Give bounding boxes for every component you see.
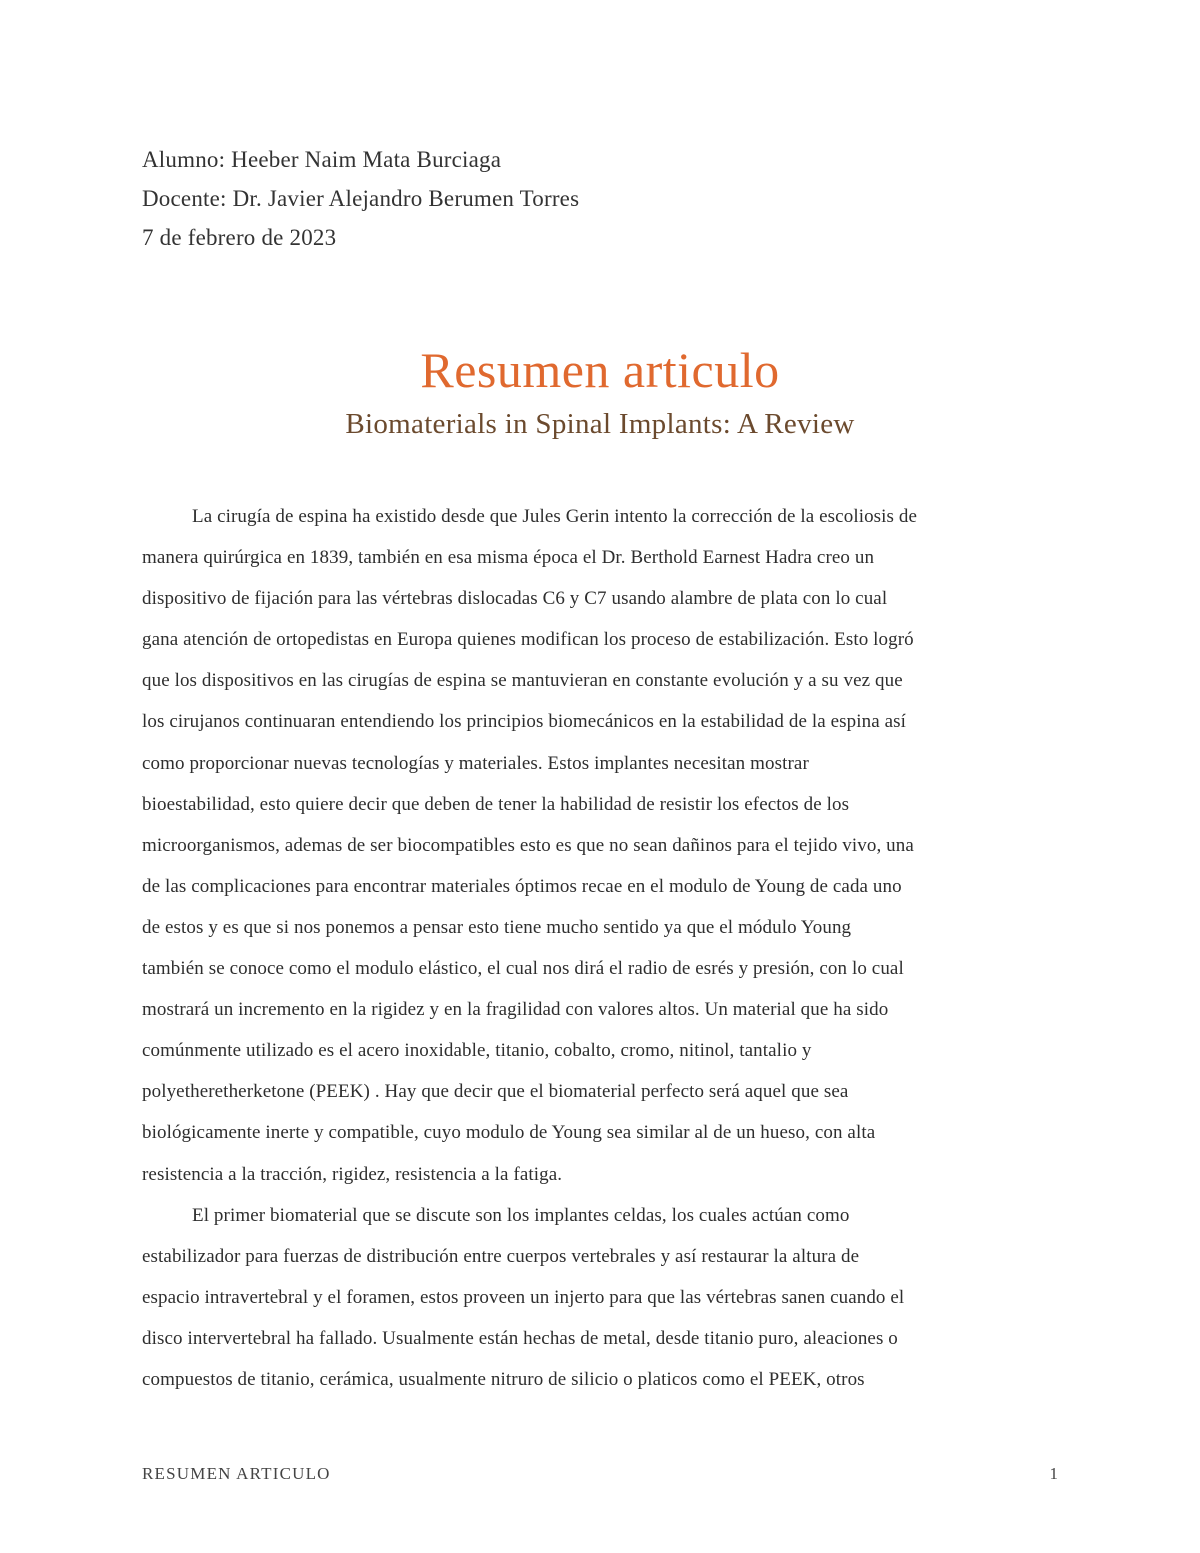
paragraph-line: que los dispositivos en las cirugías de espina se mantuvieran en constante evolución y a su vez que	[142, 670, 903, 692]
paragraph-line: dispositivo de fijación para las vértebras dislocadas C6 y C7 usando alambre de plata con lo cual	[142, 588, 888, 610]
document-date: 7 de febrero de 2023	[142, 225, 337, 250]
paragraph-line: estabilizador para fuerzas de distribución entre cuerpos vertebrales y así restaurar la altura de	[142, 1245, 860, 1267]
paragraph-line: también se conoce como el modulo elástico, el cual nos dirá el radio de esrés y presión, con lo cual	[142, 958, 904, 980]
author-info	[142, 140, 1062, 257]
paragraph-line: los cirujanos continuaran entendiendo los principios biomecánicos en la estabilidad de la espina así	[142, 711, 906, 733]
paragraph-line: La cirugía de espina ha existido desde que Jules Gerin intento la corrección de la escoliosis de	[192, 506, 918, 527]
paragraph-line: compuestos de titanio, cerámica, usualmente nitruro de silicio o platicos como el PEEK, otros	[142, 1368, 865, 1390]
paragraph-line: espacio intravertebral y el foramen, estos proveen un injerto para que las vértebras sanen cuando el	[142, 1286, 905, 1308]
paragraph-line: microorganismos, ademas de ser biocompatibles esto es que no sean dañinos para el tejido vivo, una	[142, 834, 914, 856]
paragraph-line: polyetheretherketone (PEEK) . Hay que decir que el biomaterial perfecto será aquel que sea	[142, 1081, 849, 1103]
paragraph-line: comúnmente utilizado es el acero inoxidable, titanio, cobalto, cromo, nitinol, tantalio y	[142, 1040, 812, 1062]
paragraph-line: biológicamente inerte y compatible, cuyo modulo de Young sea similar al de un hueso, con alta	[142, 1122, 876, 1144]
document-title: Resumen articulo	[420, 342, 780, 398]
body-text	[142, 496, 1062, 1400]
paragraph-line: El primer biomaterial que se discute son los implantes celdas, los cuales actúan como	[192, 1204, 850, 1226]
paragraph-line: de estos y es que si nos ponemos a pensar esto tiene mucho sentido ya que el módulo Young	[142, 916, 852, 938]
paragraph-line: resistencia a la tracción, rigidez, resistencia a la fatiga.	[142, 1163, 563, 1185]
paragraph-line: disco intervertebral ha fallado. Usualmente están hechas de metal, desde titanio puro, aleaciones o	[142, 1327, 898, 1349]
paragraph-line: bioestabilidad, esto quiere decir que deben de tener la habilidad de resistir los efectos de los	[142, 793, 850, 815]
running-head: RESUMEN ARTICULO	[142, 1464, 331, 1483]
page-number: 1	[1049, 1464, 1058, 1483]
document-subtitle: Biomaterials in Spinal Implants: A Review	[345, 408, 855, 440]
paragraph-line: manera quirúrgica en 1839, también en esa misma época el Dr. Berthold Earnest Hadra creo un	[142, 547, 875, 569]
paragraph-line: como proporcionar nuevas tecnologías y materiales. Estos implantes necesitan mostrar	[142, 752, 809, 774]
paragraph-line: gana atención de ortopedistas en Europa quienes modifican los proceso de estabilización. Esto logró	[142, 629, 914, 651]
paragraph-line: de las complicaciones para encontrar materiales óptimos recae en el modulo de Young de cada uno	[142, 875, 902, 897]
paragraph-line: mostrará un incremento en la rigidez y en la fragilidad con valores altos. Un material que ha sido	[142, 999, 889, 1021]
teacher-name: Docente: Dr. Javier Alejandro Berumen Torres	[142, 186, 580, 211]
student-name: Alumno: Heeber Naim Mata Burciaga	[142, 147, 502, 172]
